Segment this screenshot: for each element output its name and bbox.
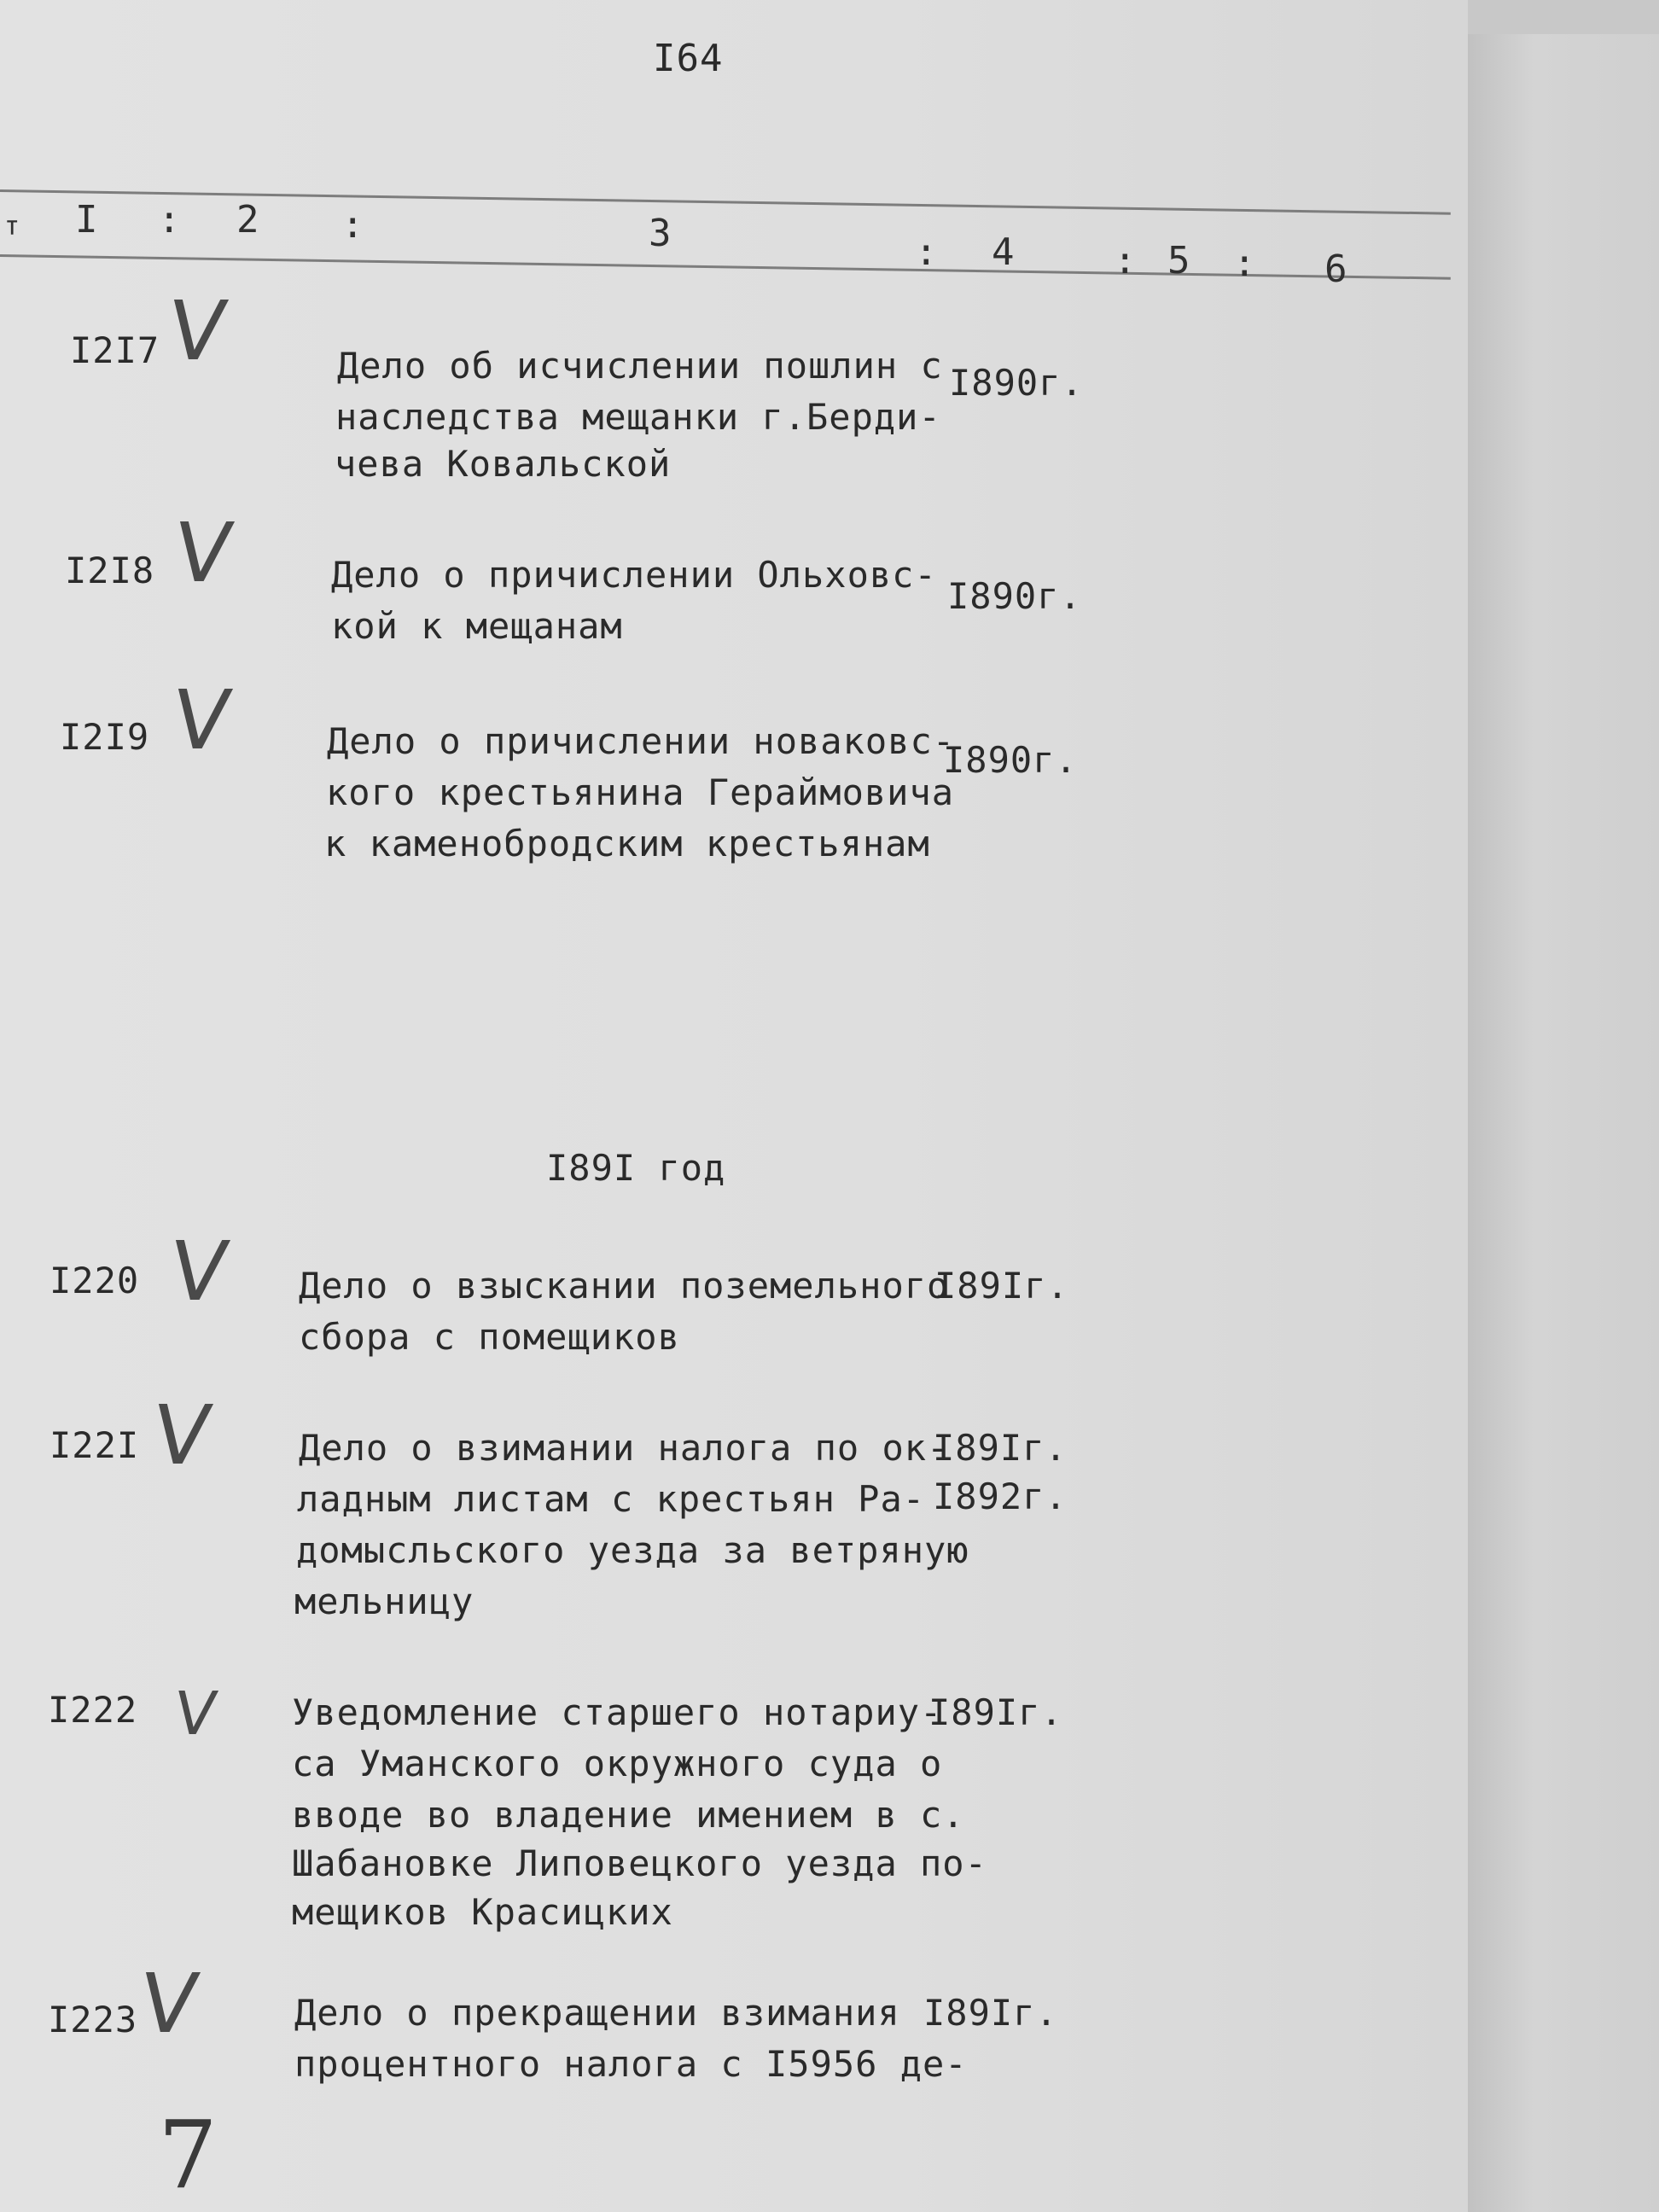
column-header-6: 6 bbox=[1324, 247, 1348, 291]
column-separator: : bbox=[341, 203, 364, 247]
year-heading: I89I год bbox=[546, 1147, 726, 1189]
entry-date: I890г. bbox=[943, 739, 1078, 781]
entry-line: процентного налога с I5956 де- bbox=[294, 2043, 968, 2085]
header-top-rule bbox=[0, 189, 1451, 215]
check-mark: V bbox=[168, 505, 238, 601]
column-header-1: I bbox=[75, 198, 98, 242]
entry-line: мельницу bbox=[294, 1580, 474, 1622]
entry-line: домысльского уезда за ветряную bbox=[296, 1529, 969, 1571]
entry-number: I22I bbox=[49, 1424, 140, 1466]
handwritten-number: 7 bbox=[158, 2100, 218, 2209]
check-mark: V bbox=[166, 672, 236, 768]
entry-line: чева Ковальской bbox=[335, 443, 672, 485]
column-separator: : bbox=[158, 198, 181, 242]
entry-date: I890г. bbox=[949, 362, 1084, 404]
check-mark: V bbox=[134, 1956, 204, 2052]
entry-date: I89Iг. bbox=[933, 1427, 1068, 1469]
entry-line: Дело о прекращении взимания bbox=[294, 1992, 900, 2034]
entry-line: кой к мещанам bbox=[331, 605, 623, 647]
entry-date: I89Iг. bbox=[928, 1691, 1063, 1733]
column-header-3: 3 bbox=[649, 212, 672, 255]
back-sheet bbox=[1451, 34, 1659, 2212]
entry-line: са Уманского окружного суда о bbox=[292, 1743, 943, 1784]
entry-number: I2I7 bbox=[70, 329, 160, 371]
entry-line: Дело об исчислении пошлин с bbox=[337, 345, 943, 387]
entry-line: вводе во владение имением в с. bbox=[292, 1794, 965, 1836]
entry-date: I890г. bbox=[947, 575, 1082, 617]
entry-date-secondary: I892г. bbox=[933, 1476, 1068, 1517]
column-header-2: 2 bbox=[236, 198, 259, 242]
column-header-5: 5 bbox=[1167, 239, 1190, 282]
entry-number: I222 bbox=[48, 1689, 138, 1731]
entry-line: Уведомление старшего нотариу- bbox=[292, 1691, 943, 1733]
entry-number: I223 bbox=[48, 1999, 138, 2040]
entry-line: Дело о причислении новаковс- bbox=[327, 720, 956, 762]
entry-line: Шабановке Липовецкого уезда по- bbox=[292, 1842, 987, 1884]
entry-line: мещиков Красицких bbox=[292, 1891, 673, 1933]
entry-line: Дело о взыскании поземельного bbox=[299, 1265, 950, 1307]
entry-number: I2I8 bbox=[65, 550, 155, 591]
check-mark: V bbox=[170, 1679, 221, 1749]
check-mark: V bbox=[147, 1388, 217, 1483]
entry-line: Дело о причислении Ольховс- bbox=[331, 554, 937, 596]
entry-date: I89Iг. bbox=[923, 1992, 1058, 2034]
column-separator: : bbox=[1114, 239, 1137, 282]
column-header-4: 4 bbox=[992, 230, 1015, 274]
entry-number: I2I9 bbox=[60, 716, 150, 758]
entry-number: I220 bbox=[49, 1260, 140, 1301]
entry-line: кого крестьянина Гераймовича bbox=[326, 771, 955, 813]
column-separator: : bbox=[1233, 242, 1256, 285]
check-mark: V bbox=[164, 1224, 234, 1319]
entry-line: наследства мещанки г.Берди- bbox=[335, 396, 941, 438]
entry-line: Дело о взимании налога по ок- bbox=[299, 1427, 950, 1469]
entry-line: к каменобродским крестьянам bbox=[324, 823, 930, 864]
entry-date: I89Iг. bbox=[934, 1265, 1069, 1307]
column-separator: : bbox=[915, 230, 938, 274]
header-prefix: т bbox=[4, 212, 20, 242]
check-mark: V bbox=[162, 283, 232, 379]
entry-line: сбора с помещиков bbox=[299, 1316, 680, 1358]
entry-line: ладным листам с крестьян Ра- bbox=[297, 1478, 926, 1520]
page-number: I64 bbox=[653, 37, 724, 80]
